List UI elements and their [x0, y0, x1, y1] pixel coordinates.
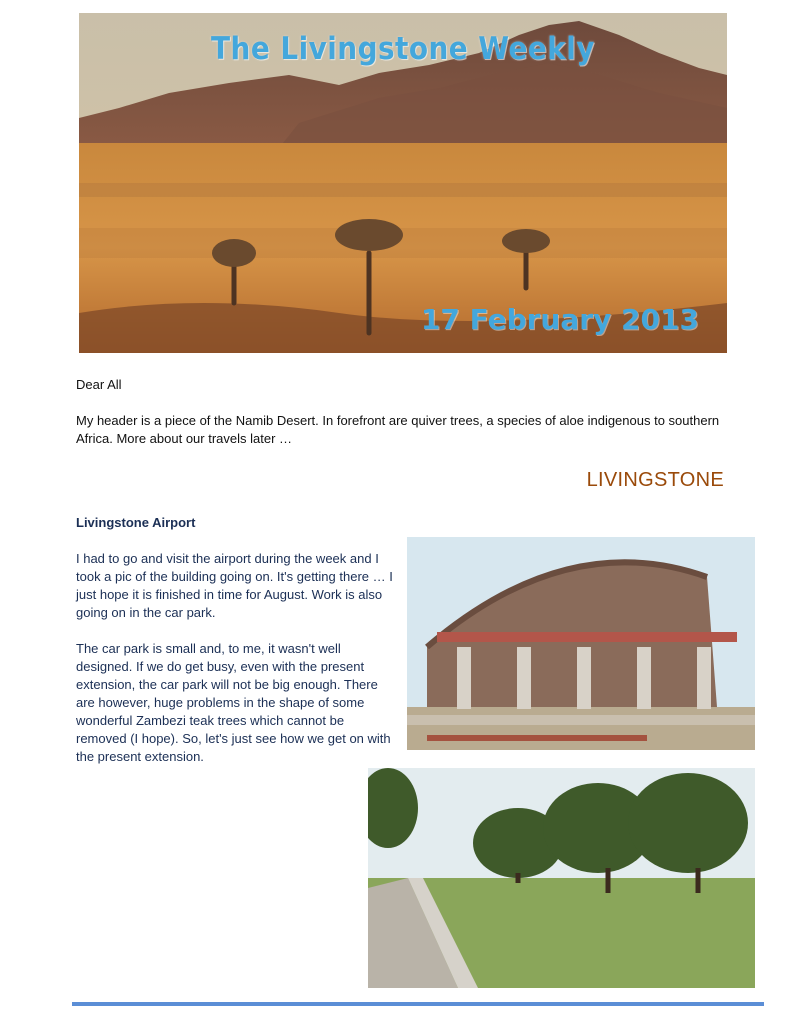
airport-construction-photo [407, 537, 755, 750]
newsletter-title: The Livingstone Weekly [211, 31, 595, 67]
issue-date: 17 February 2013 [420, 303, 699, 336]
car-park-trees-photo [368, 768, 755, 988]
article-paragraph: The car park is small and, to me, it wasn't well designed. If we do get busy, even with the present extension, the car park will not be big enough. There are however, huge problems in the shape of some wonderful Zambezi teak trees which cannot be removed (I hope). So, let's just see how we get on with the present extension. [76, 641, 391, 764]
footer-divider [72, 1002, 764, 1006]
header-banner-image [79, 13, 727, 353]
article-subheading: Livingstone Airport [76, 515, 196, 530]
letter-greeting: Dear All [76, 377, 122, 392]
article-paragraph: I had to go and visit the airport during the week and I took a pic of the building going on. It's getting there … I just hope it is finished in time for August. Work is also going on in the car park. [76, 551, 393, 620]
section-heading: LIVINGSTONE [586, 469, 724, 491]
letter-intro: My header is a piece of the Namib Desert. In forefront are quiver trees, a species of aloe indigenous to southern Africa. More about our travels later … [76, 413, 720, 446]
